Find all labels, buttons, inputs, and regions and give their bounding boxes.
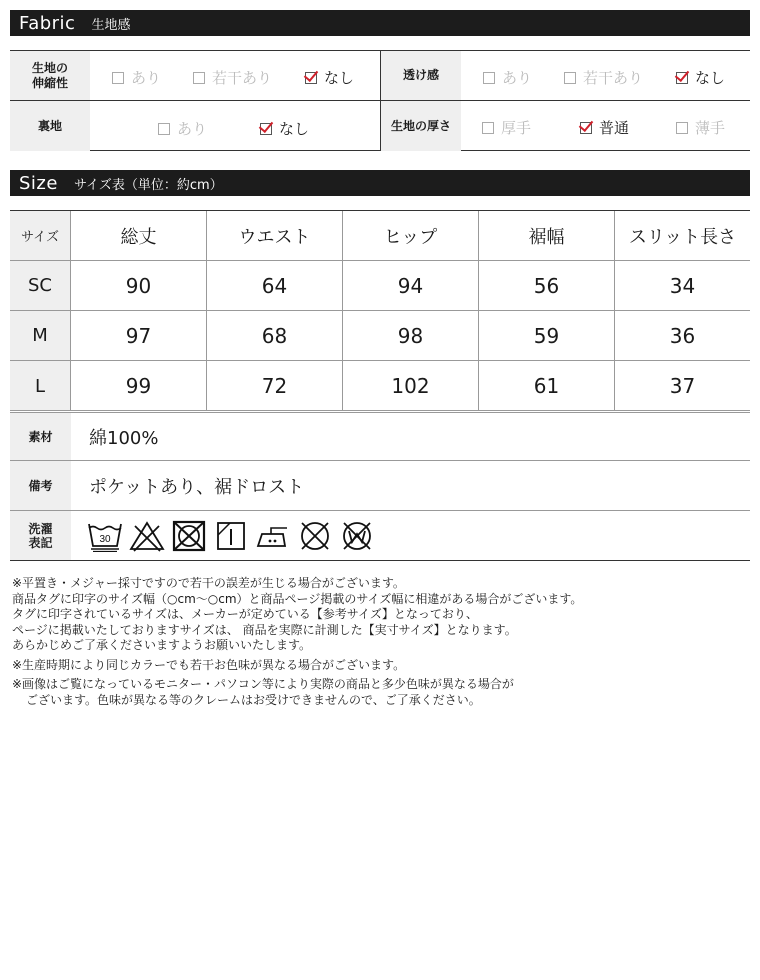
note-line: あらかじめご了承くださいますようお願いいたします。 (12, 638, 312, 652)
table-cell: 97 (71, 311, 207, 360)
no-dry-clean-icon (297, 520, 333, 552)
care-row (10, 511, 750, 561)
table-cell: 90 (71, 261, 207, 310)
table-cell: 102 (343, 361, 479, 411)
size-header-cell: ウエスト (207, 211, 343, 260)
table-cell: 64 (207, 261, 343, 310)
size-label-cell: L (10, 361, 71, 411)
wash-30-icon (87, 520, 123, 552)
thickness-label: 生地の厚さ (381, 101, 461, 151)
iron-low-icon (255, 520, 291, 552)
table-cell: 99 (71, 361, 207, 411)
note-line: ※平置き・メジャー採寸ですので若干の誤差が生じる場合がございます。 (12, 576, 405, 590)
sheer-option-ari: あり (483, 67, 532, 88)
checkbox-icon (112, 72, 124, 84)
no-tumble-dry-icon (171, 520, 207, 552)
lining-option-ari: あり (158, 118, 207, 139)
size-header-cell: ヒップ (343, 211, 479, 260)
table-cell: 61 (479, 361, 615, 411)
size-label-cell: SC (10, 261, 71, 310)
size-table-header-row (10, 210, 750, 261)
checkbox-icon (564, 72, 576, 84)
table-cell: 94 (343, 261, 479, 310)
fabric-section-header (10, 10, 750, 36)
line-dry-shade-icon (213, 520, 249, 552)
stretch-option-ari: あり (112, 67, 161, 88)
table-cell: 98 (343, 311, 479, 360)
table-row (10, 361, 750, 411)
material-value: 綿100% (89, 427, 159, 449)
stretch-option-nashi: なし (305, 67, 354, 88)
size-header-cell: サイズ (10, 211, 71, 260)
sheer-option-jakkan: 若干あり (564, 67, 643, 88)
size-header-cell: 総丈 (71, 211, 207, 260)
size-header-cell: 裾幅 (479, 211, 615, 260)
table-cell: 37 (669, 374, 696, 398)
note-line: ※生産時期により同じカラーでも若干お色味が異なる場合がございます。 (12, 657, 406, 672)
care-label: 洗濯 表記 (10, 511, 71, 560)
checked-checkbox-icon (260, 123, 272, 135)
checkbox-icon (193, 72, 205, 84)
table-cell: 34 (669, 273, 696, 298)
note-line: ございます。色味が異なる等のクレームはお受けできませんので、ご了承ください。 (26, 692, 481, 707)
thickness-option-futsu: 普通 (580, 117, 629, 138)
table-row (10, 261, 750, 311)
size-section-header (10, 170, 750, 196)
thickness-option-usude: 薄手 (676, 117, 725, 138)
wash-temp: 30 (99, 533, 111, 545)
no-wet-clean-icon (339, 520, 375, 552)
lining-label: 裏地 (10, 101, 90, 151)
material-label: 素材 (10, 413, 71, 460)
size-label-cell: M (10, 311, 71, 360)
fabric-table (10, 50, 750, 151)
checkbox-icon (482, 122, 494, 134)
divider (10, 410, 750, 411)
lining-option-nashi: なし (260, 118, 309, 139)
note-line: ページに掲載いたしておりますサイズは、 商品を実際に計測した【実寸サイズ】となります。 (12, 622, 517, 637)
fabric-title-en: Fabric (19, 12, 76, 34)
checkbox-icon (676, 122, 688, 134)
remarks-label: 備考 (10, 461, 71, 510)
thickness-option-atsude: 厚手 (482, 117, 531, 138)
notes (12, 576, 748, 708)
table-row (10, 311, 750, 361)
table-cell: 36 (669, 323, 696, 348)
remarks-row (10, 461, 750, 511)
size-title-jp: サイズ表（単位：約cm） (73, 177, 223, 193)
table-cell: 56 (479, 261, 615, 310)
material-row (10, 413, 750, 461)
note-line: タグに印字されているサイズは、メーカーが定めている【参考サイズ】となっており、 (12, 607, 478, 621)
remarks-value: ポケットあり、裾ドロスト (89, 476, 305, 498)
sheer-label: 透け感 (381, 51, 461, 100)
stretch-option-jakkan: 若干あり (193, 67, 272, 88)
table-cell: 68 (207, 311, 343, 360)
no-bleach-icon (129, 520, 165, 552)
checked-checkbox-icon (676, 72, 688, 84)
checked-checkbox-icon (580, 122, 592, 134)
stretch-label: 生地の 伸縮性 (10, 51, 90, 100)
sheer-option-nashi: なし (676, 67, 725, 88)
checkbox-icon (158, 123, 170, 135)
table-cell: 59 (479, 311, 615, 360)
table-cell: 72 (207, 361, 343, 411)
care-icons-cell (71, 511, 750, 560)
fabric-title-jp: 生地感 (91, 17, 131, 33)
note-line: 商品タグに印字のサイズ幅（○cm～○cm）と商品ページ掲載のサイズ幅に相違がある場合がございます。 (12, 591, 583, 606)
checked-checkbox-icon (305, 72, 317, 84)
note-line: ※画像はご覧になっているモニター・パソコン等により実際の商品と多少色味が異なる場合が (12, 677, 514, 691)
size-header-cell: スリット長さ (628, 226, 737, 248)
checkbox-icon (483, 72, 495, 84)
size-title-en: Size (19, 172, 58, 194)
